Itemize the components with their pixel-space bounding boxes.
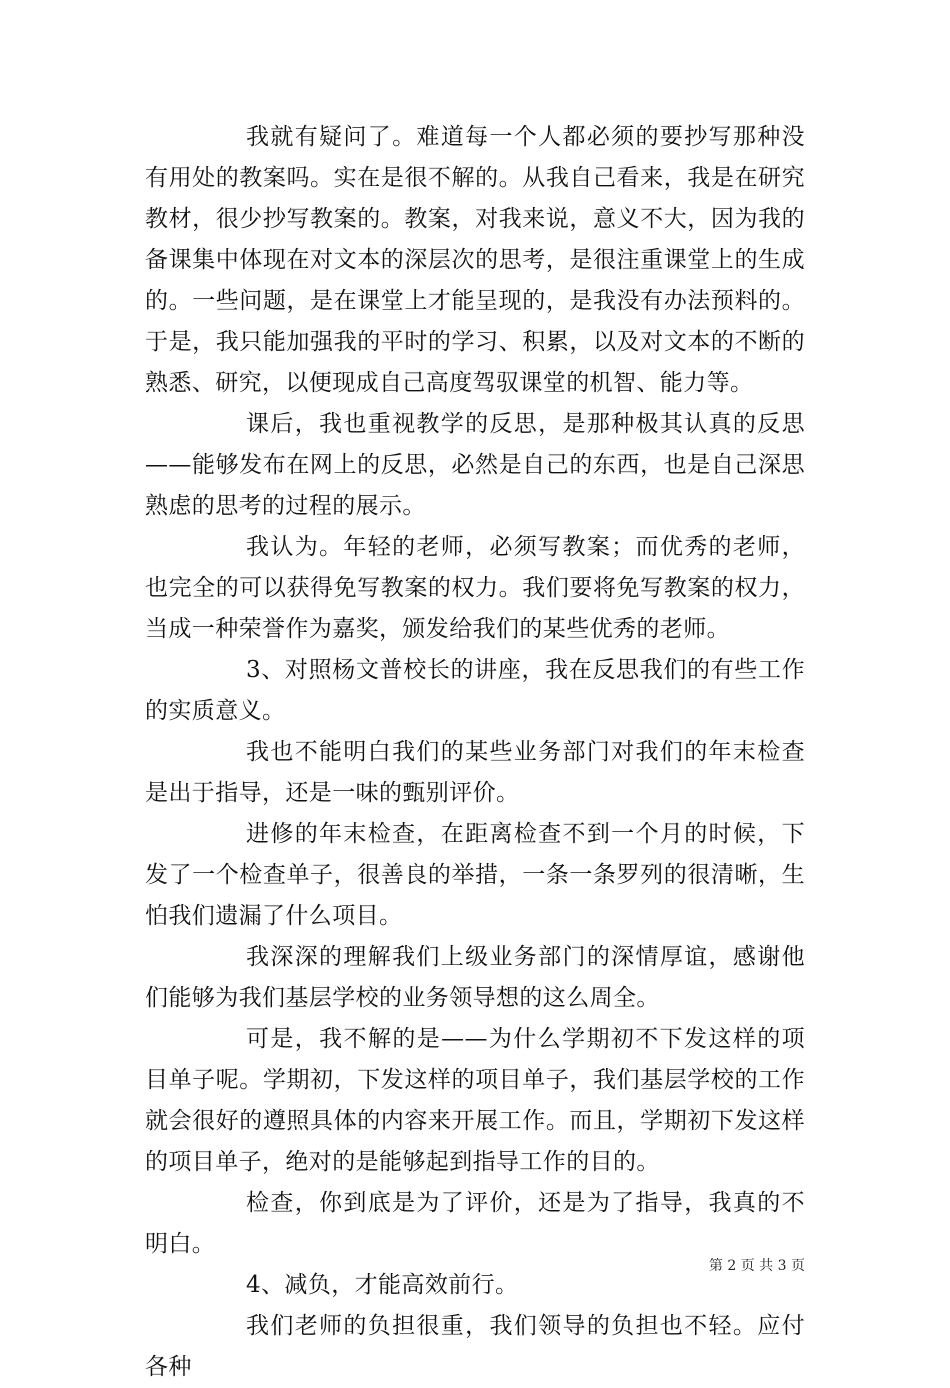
paragraph: 我就有疑问了。难道每一个人都必须的要抄写那种没有用处的教案吗。实在是很不解的。从我自己看来，我是在研究教材，很少抄写教案的。教案，对我来说，意义不大，因为我的备课集中体现在对文本的深层次的思考，是很注重课堂上的生成的。一些问题，是在课堂上才能呈现的，是我没有办法预料的。于是，我只能加强我的平时的学习、积累，以及对文本的不断的熟悉、研究，以便现成自己高度驾驭课堂的机智、能力等。 [145, 124, 805, 396]
paragraph: 我也不能明白我们的某些业务部门对我们的年末检查是出于指导，还是一味的甄别评价。 [145, 739, 805, 806]
paragraph: 我深深的理解我们上级业务部门的深情厚谊，感谢他们能够为我们基层学校的业务领导想的这么周全。 [145, 944, 805, 1011]
document-body [145, 117, 805, 1388]
paragraph: 3、对照杨文普校长的讲座，我在反思我们的有些工作的实质意义。 [145, 657, 805, 724]
paragraph: 可是，我不解的是——为什么学期初不下发这样的项目单子呢。学期初，下发这样的项目单子，我们基层学校的工作就会很好的遵照具体的内容来开展工作。而且，学期初下发这样的项目单子，绝对的是能够起到指导工作的目的。 [145, 1026, 805, 1175]
paragraph: 4、减负，才能高效前行。 [246, 1272, 519, 1298]
paragraph: 我认为。年轻的老师，必须写教案；而优秀的老师，也完全的可以获得免写教案的权力。我们要将免写教案的权力，当成一种荣誉作为嘉奖，颁发给我们的某些优秀的老师。 [145, 534, 805, 642]
paragraph: 进修的年末检查，在距离检查不到一个月的时候，下发了一个检查单子，很善良的举措，一条一条罗列的很清晰，生怕我们遗漏了什么项目。 [145, 821, 805, 929]
paragraph: 检查，你到底是为了评价，还是为了指导，我真的不明白。 [145, 1190, 805, 1257]
paragraph: 我们老师的负担很重，我们领导的负担也不轻。应付各种 [145, 1313, 805, 1380]
page-number-footer: 第 2 页 共 3 页 [708, 1258, 805, 1274]
paragraph: 课后，我也重视教学的反思，是那种极其认真的反思——能够发布在网上的反思，必然是自己的东西，也是自己深思熟虑的思考的过程的展示。 [145, 411, 805, 519]
